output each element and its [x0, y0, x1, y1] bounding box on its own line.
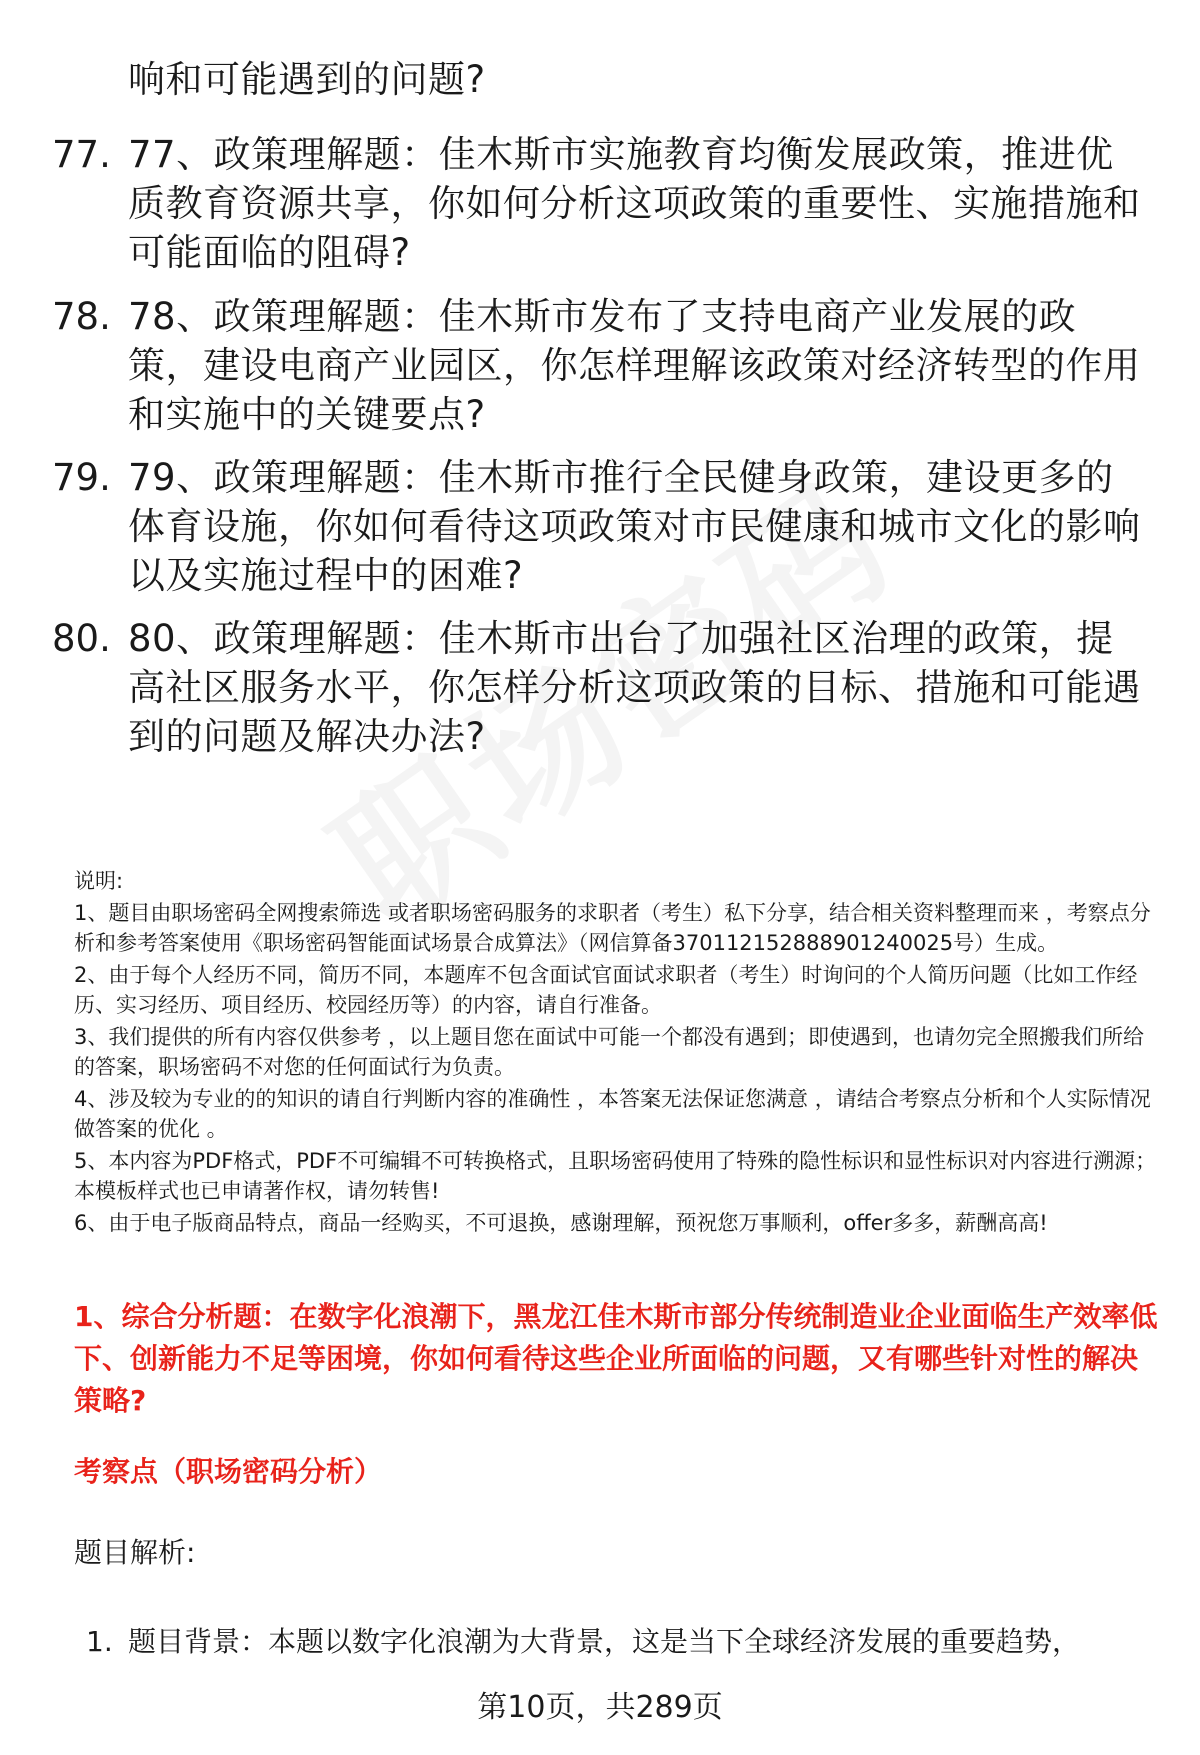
question-number: 80. — [52, 617, 111, 660]
list-number: 1. — [86, 1625, 113, 1658]
notes-item: 5、本内容为PDF格式，PDF不可编辑不可转换格式，且职场密码使用了特殊的隐性标识和显性标识对内容进行溯源；本模板样式也已申请著作权，请勿转售! — [74, 1149, 1157, 1203]
question-text: 79、政策理解题：佳木斯市推行全民健身政策，建设更多的体育设施，你如何看待这项政策对市民健康和城市文化的影响以及实施过程中的困难? — [128, 456, 1141, 597]
question-text: 80、政策理解题：佳木斯市出台了加强社区治理的政策，提高社区服务水平，你怎样分析这项政策的目标、措施和可能遇到的问题及解决办法? — [128, 617, 1141, 758]
notes-block — [74, 866, 1164, 1240]
list-item — [0, 1620, 1200, 1664]
notes-title: 说明: — [74, 869, 124, 893]
assessment-points-heading: 考察点（职场密码分析） — [74, 1455, 383, 1488]
notes-item: 2、由于每个人经历不同，简历不同，本题库不包含面试官面试求职者（考生）时询问的个人简历问题（比如工作经历、实习经历、项目经历、校园经历等）的内容，请自行准备。 — [74, 963, 1138, 1017]
question-text: 78、政策理解题：佳木斯市发布了支持电商产业发展的政策，建设电商产业园区，你怎样理解该政策对经济转型的作用和实施中的关键要点? — [128, 295, 1141, 436]
list-text: 题目背景：本题以数字化浪潮为大背景，这是当下全球经济发展的重要趋势， — [128, 1625, 1081, 1658]
analysis-question-heading: 1、综合分析题：在数字化浪潮下，黑龙江佳木斯市部分传统制造业企业面临生产效率低下、创新能力不足等困境，你如何看待这些企业所面临的问题，又有哪些针对性的解决策略? — [74, 1300, 1158, 1417]
question-text: 77、政策理解题：佳木斯市实施教育均衡发展政策，推进优质教育资源共享，你如何分析这项政策的重要性、实施措施和可能面临的阻碍? — [128, 133, 1141, 274]
question-number: 78. — [52, 295, 111, 338]
notes-item: 1、题目由职场密码全网搜索筛选 或者职场密码服务的求职者（考生）私下分享，结合相关资料整理而来 ，考察点分析和参考答案使用《职场密码智能面试场景合成算法》（网信算备370112152888901240025号）生成。 — [74, 901, 1151, 955]
notes-item: 6、由于电子版商品特点，商品一经购买，不可退换，感谢理解，预祝您万事顺利，offer多多，薪酬高高! — [74, 1211, 1048, 1235]
notes-item: 3、我们提供的所有内容仅供参考 ，以上题目您在面试中可能一个都没有遇到；即使遇到，也请勿完全照搬我们所给的答案，职场密码不对您的任何面试行为负责。 — [74, 1025, 1145, 1079]
analysis-label: 题目解析: — [74, 1536, 196, 1569]
question-number: 79. — [52, 456, 111, 499]
notes-item: 4、涉及较为专业的的知识的请自行判断内容的准确性 ，本答案无法保证您满意 ，请结合考察点分析和个人实际情况做答案的优化 。 — [74, 1087, 1151, 1141]
question-number: 77. — [52, 133, 111, 176]
page-footer: 第10页，共289页 — [477, 1690, 723, 1725]
continuation-text: 响和可能遇到的问题? — [128, 58, 486, 101]
